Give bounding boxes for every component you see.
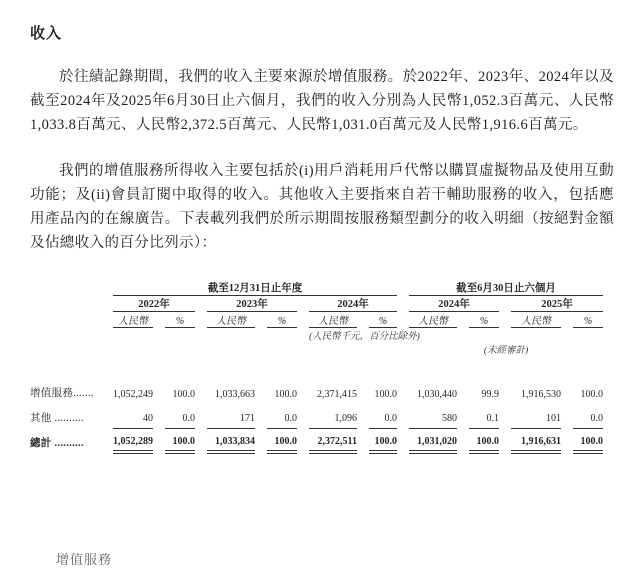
empty-cell [409,328,603,342]
cell-value: 0.1 [469,404,499,429]
section-title: 收入 [30,26,63,42]
cell-value: 99.9 [481,389,499,400]
cell-value: 40 [113,404,153,429]
empty-cell [30,342,397,356]
document-page [0,22,640,567]
year-header-2024-interim: 2024年 [409,296,499,312]
cell-value: 100.0 [573,429,603,454]
paragraph-vas-description: 我們的增值服務所得收入主要包括於(i)用戶消耗用戶代幣以購買虛擬物品及使用互動功能；及(ii)會員訂閱中取得的收入。其他收入主要指來自若干輔助服務的收入，包括應用產品內的在線廣告。下表載列我們於所示期間按服務類型劃分的收入明細（按絕對金額及佔總收入的百分比列示）： [30,163,614,251]
cell-value: 1,916,631 [511,429,561,454]
cell-value: 1,033,663 [215,389,255,400]
cell-value: 2,372,511 [309,429,357,454]
cell-value: 1,052,289 [113,429,153,454]
cell-value: 100.0 [580,389,603,400]
col-header-percent: % [165,312,195,328]
empty-cell [30,328,297,342]
audit-note: (未經審計) [483,346,529,356]
cell-value: 1,031,020 [409,429,457,454]
cell-value: 101 [511,404,561,429]
col-header-percent: % [267,312,297,328]
row-label: 總計 .......... [30,438,84,449]
unit-note-row [30,328,603,342]
year-header-2022: 2022年 [113,296,195,312]
cell-value: 100.0 [374,389,397,400]
cell-value: 0.0 [267,404,297,429]
col-header-percent: % [369,312,397,328]
cell-value: 0.0 [165,404,195,429]
cell-value: 0.0 [369,404,397,429]
unit-note: (人民幣千元，百分比除外) [309,332,420,342]
subheader-row [30,312,603,328]
cell-value: 100.0 [369,429,397,454]
revenue-table-body [30,379,603,454]
cell-value: 1,052,249 [113,389,153,400]
cell-value: 171 [207,404,255,429]
cell-value: 1,916,530 [521,389,561,400]
cell-value: 100.0 [172,389,195,400]
cell-value: 1,096 [309,404,357,429]
cell-value: 100.0 [469,429,499,454]
col-header-percent: % [573,312,603,328]
cell-value: 1,033,834 [207,429,255,454]
table-row [30,404,603,429]
audit-note-row [30,342,603,356]
year-header-2024: 2024年 [309,296,397,312]
group-header-interim: 截至6月30日止六個月 [409,280,603,296]
year-header-row [30,296,603,312]
empty-cell [30,296,101,312]
empty-cell [30,280,101,296]
col-header-percent: % [469,312,499,328]
col-header-amount: 人民幣 [309,312,357,328]
cell-value: 1,030,440 [417,389,457,400]
cell-value: 100.0 [267,429,297,454]
year-header-2025-interim: 2025年 [511,296,603,312]
cell-value: 2,371,415 [317,389,357,400]
table-row [30,429,603,454]
cell-value: 100.0 [165,429,195,454]
col-header-amount: 人民幣 [409,312,457,328]
empty-cell [30,356,603,379]
row-label: 其他 .......... [30,413,84,424]
paragraph-revenue-overview: 於往績記錄期間，我們的收入主要來源於增值服務。於2022年、2023年、2024年以及截至2024年及2025年6月30日止六個月，我們的收入分別為人民幣1,052.3百萬元、人民幣1,033.8百萬元、人民幣2,372.5百萬元、人民幣1,031.0百萬元及人民幣1,916.6百萬元。 [30,69,614,133]
cell-value: 0.0 [573,404,603,429]
cell-value: 100.0 [274,389,297,400]
table-row [30,379,603,404]
spacer-row [30,356,603,379]
cell-value: 580 [409,404,457,429]
col-header-amount: 人民幣 [511,312,561,328]
group-header-row [30,280,603,296]
empty-cell [30,312,101,328]
next-section-heading-cutoff: 增值服務 [56,552,113,567]
row-label: 增值服務....... [30,388,94,399]
col-header-amount: 人民幣 [207,312,255,328]
year-header-2023: 2023年 [207,296,297,312]
col-header-amount: 人民幣 [113,312,153,328]
revenue-breakdown-table [18,280,615,454]
group-header-annual: 截至12月31日止年度 [113,280,397,296]
